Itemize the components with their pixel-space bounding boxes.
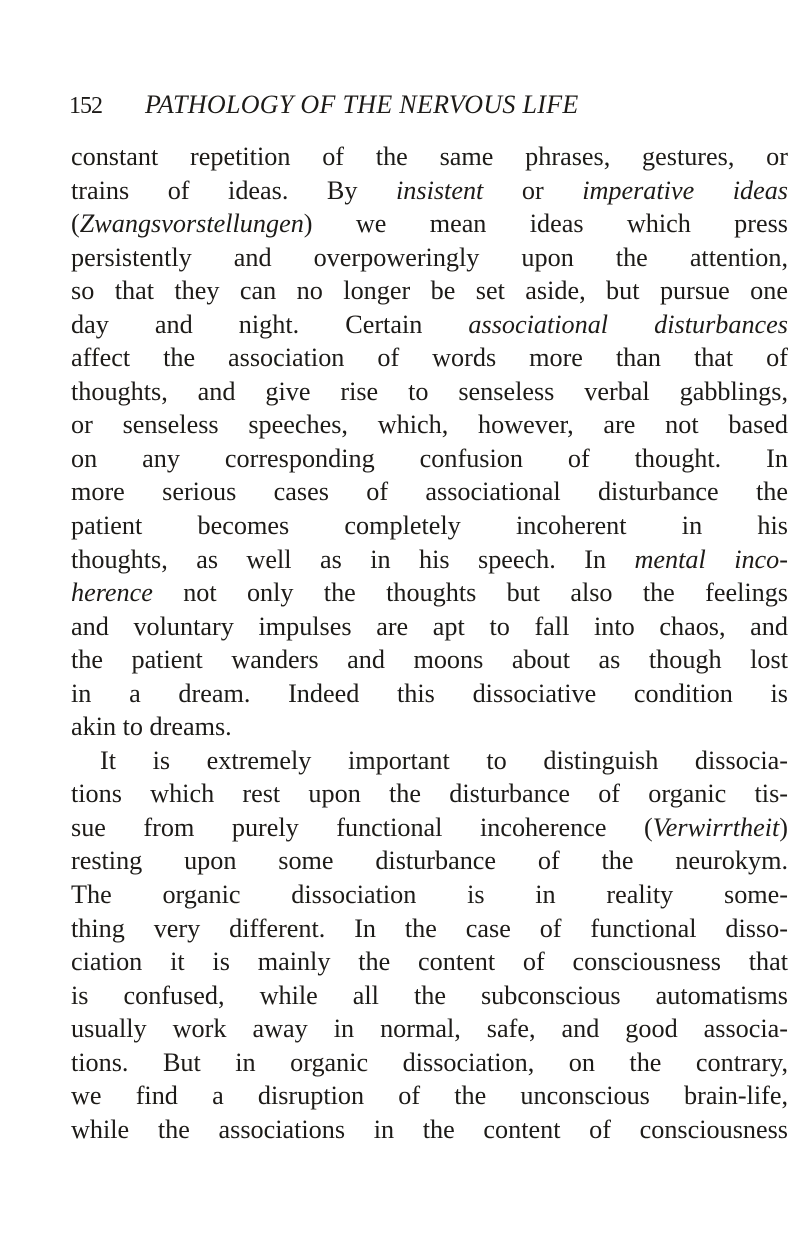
text-run: resting upon some disturbance of the neurokym.	[71, 846, 788, 876]
text-line	[71, 375, 788, 409]
text-line	[71, 543, 788, 577]
text-run: thoughts, as well as in his speech. In	[71, 544, 635, 574]
text-line	[71, 408, 788, 442]
text-line	[71, 677, 788, 711]
italic-term: herence	[71, 578, 153, 608]
text-run: affect the association of words more than that of	[71, 343, 788, 373]
text-run: day and night. Certain	[71, 309, 469, 339]
text-run: not only the thoughts but also the feelings	[152, 578, 788, 608]
text-line	[71, 979, 788, 1013]
text-run: trains of ideas. By	[71, 175, 397, 205]
text-run: and voluntary impulses are apt to fall into chaos, and	[71, 611, 788, 641]
text-line	[71, 844, 788, 878]
text-run: tions which rest upon the disturbance of organic tis-	[71, 779, 788, 809]
text-run: tions. But in organic dissociation, on the contrary,	[71, 1047, 788, 1077]
text-line	[71, 878, 788, 912]
text-run: The organic dissociation is in reality some-	[71, 880, 788, 910]
text-line	[71, 341, 788, 375]
text-line	[71, 945, 788, 979]
text-run: It is extremely important to distinguish dissocia-	[100, 745, 788, 775]
text-run: persistently and overpoweringly upon the attention,	[71, 242, 788, 272]
page-number: 152	[69, 93, 102, 119]
text-line	[71, 1113, 788, 1147]
text-run: ciation it is mainly the content of consciousness that	[71, 947, 788, 977]
text-run: thing very different. In the case of functional disso-	[71, 913, 788, 943]
text-run: while the associations in the content of consciousness	[71, 1114, 788, 1144]
text-run: is confused, while all the subconscious automatisms	[71, 980, 788, 1010]
text-line	[71, 777, 788, 811]
text-run: or	[483, 175, 583, 205]
running-head	[69, 88, 789, 122]
text-line	[71, 509, 788, 543]
italic-term: Zwangsvorstellungen	[79, 209, 304, 239]
text-line	[71, 811, 788, 845]
text-run: usually work away in normal, safe, and good associa-	[71, 1014, 788, 1044]
text-run: the patient wanders and moons about as though lost	[71, 645, 788, 675]
text-run: on any corresponding confusion of thought. In	[71, 443, 788, 473]
text-line	[71, 710, 788, 744]
text-run: or senseless speeches, which, however, are not based	[71, 410, 788, 440]
text-line	[71, 576, 788, 610]
text-run: so that they can no longer be set aside, but pursue one	[71, 276, 788, 306]
running-title: PATHOLOGY OF THE NERVOUS LIFE	[145, 90, 579, 119]
text-line	[71, 912, 788, 946]
text-run: constant repetition of the same phrases, gestures, or	[71, 142, 788, 171]
text-line	[71, 610, 788, 644]
text-run: ) we mean ideas which press	[303, 209, 788, 239]
text-line	[71, 643, 788, 677]
text-line	[71, 274, 788, 308]
text-line	[71, 241, 788, 275]
italic-term: Verwirrtheit	[652, 812, 780, 842]
text-line	[71, 140, 788, 174]
text-run: in a dream. Indeed this dissociative condition is	[71, 678, 788, 708]
italic-term: insistent	[396, 175, 484, 205]
italic-term: imperative ideas	[582, 175, 788, 205]
text-line	[71, 744, 788, 778]
body-text	[71, 140, 788, 1146]
text-run: )	[779, 812, 788, 842]
italic-term: associational disturbances	[468, 309, 788, 339]
text-line	[71, 1012, 788, 1046]
text-run: sue from purely functional incoherence (	[71, 812, 653, 842]
text-run: more serious cases of associational disturbance the	[71, 477, 788, 507]
text-line	[71, 442, 788, 476]
text-line	[71, 174, 788, 208]
text-run: we find a disruption of the unconscious brain-life,	[71, 1081, 788, 1111]
text-run: thoughts, and give rise to senseless verbal gabblings,	[71, 376, 788, 406]
text-run: akin to dreams.	[71, 712, 232, 742]
text-line	[71, 308, 788, 342]
text-run: patient becomes completely incoherent in his	[71, 511, 788, 541]
text-line	[71, 207, 788, 241]
italic-term: mental inco-	[634, 544, 788, 574]
text-line	[71, 1046, 788, 1080]
text-run: (	[71, 209, 80, 239]
text-line	[71, 475, 788, 509]
text-line	[71, 1079, 788, 1113]
